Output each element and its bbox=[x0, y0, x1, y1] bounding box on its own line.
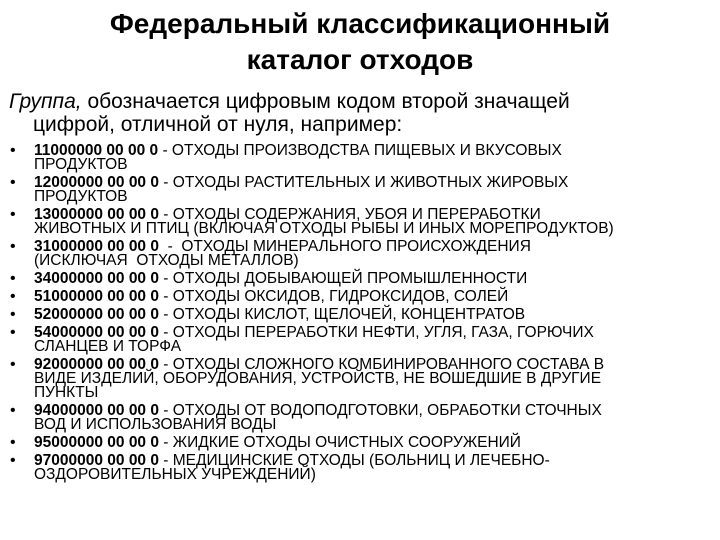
bullet-icon: • bbox=[10, 324, 16, 341]
waste-description-line: СЛАНЦЕВ И ТОРФА bbox=[34, 338, 182, 355]
list-item bbox=[0, 308, 720, 322]
bullet-icon: • bbox=[10, 270, 16, 287]
intro-paragraph bbox=[9, 90, 709, 136]
waste-description-line: ОТХОДЫ ОТ ВОДОПОДГОТОВКИ, ОБРАБОТКИ СТОЧНЫХ bbox=[172, 402, 602, 419]
waste-description-line: ПРОДУКТОВ bbox=[34, 156, 128, 173]
code-separator: - bbox=[158, 402, 173, 419]
intro-line-2: цифрой, отличной от нуля, например: bbox=[33, 113, 403, 136]
list-item bbox=[0, 404, 720, 432]
list-item-first-line bbox=[34, 436, 720, 450]
waste-group-list bbox=[0, 144, 720, 486]
code-separator: - bbox=[158, 306, 173, 323]
waste-code: 34000000 00 00 0 bbox=[34, 270, 159, 287]
code-separator: - bbox=[158, 434, 173, 451]
code-separator: - bbox=[158, 238, 182, 255]
waste-code: 31000000 00 00 0 bbox=[34, 238, 159, 255]
title-line-1: Федеральный классификационный bbox=[109, 8, 611, 39]
waste-code: 12000000 00 00 0 bbox=[34, 174, 159, 191]
waste-code: 54000000 00 00 0 bbox=[34, 324, 159, 341]
waste-code: 95000000 00 00 0 bbox=[34, 434, 159, 451]
list-item bbox=[0, 290, 720, 304]
waste-code: 51000000 00 00 0 bbox=[34, 288, 159, 305]
list-item-first-line bbox=[34, 308, 720, 322]
list-item-first-line bbox=[34, 176, 720, 190]
waste-description-line: ОТХОДЫ ОКСИДОВ, ГИДРОКСИДОВ, СОЛЕЙ bbox=[172, 288, 509, 305]
waste-code: 52000000 00 00 0 bbox=[34, 306, 159, 323]
code-separator: - bbox=[158, 174, 173, 191]
waste-description-line: ОЗДОРОВИТЕЛЬНЫХ УЧРЕЖДЕНИЙ) bbox=[34, 466, 316, 483]
waste-code: 13000000 00 00 0 bbox=[34, 206, 159, 223]
waste-description-line: ОТХОДЫ ДОБЫВАЮЩЕЙ ПРОМЫШЛЕННОСТИ bbox=[172, 270, 528, 287]
waste-description-line: ПРОДУКТОВ bbox=[34, 188, 128, 205]
bullet-icon: • bbox=[10, 174, 16, 191]
waste-description-line: (ИСКЛЮЧАЯ ОТХОДЫ МЕТАЛЛОВ) bbox=[34, 252, 299, 269]
list-item bbox=[0, 358, 720, 400]
waste-description-line: ЖИДКИЕ ОТХОДЫ ОЧИСТНЫХ СООРУЖЕНИЙ bbox=[172, 434, 521, 451]
code-separator: - bbox=[158, 324, 173, 341]
bullet-icon: • bbox=[10, 306, 16, 323]
waste-description-line: ОТХОДЫ РАСТИТЕЛЬНЫХ И ЖИВОТНЫХ ЖИРОВЫХ bbox=[172, 174, 569, 191]
list-item-first-line bbox=[34, 272, 720, 286]
waste-description-line: МЕДИЦИНСКИЕ ОТХОДЫ (БОЛЬНИЦ И ЛЕЧЕБНО- bbox=[172, 452, 550, 469]
list-item bbox=[0, 176, 720, 204]
waste-description-line: ПУНКТЫ bbox=[34, 384, 99, 401]
waste-description-line: ВОД И ИСПОЛЬЗОВАНИЯ ВОДЫ bbox=[34, 416, 277, 433]
bullet-icon: • bbox=[10, 288, 16, 305]
bullet-icon: • bbox=[10, 452, 16, 469]
code-separator: - bbox=[158, 270, 173, 287]
waste-description-line: ВИДЕ ИЗДЕЛИЙ, ОБОРУДОВАНИЯ, УСТРОЙСТВ, НЕ ВОШЕДШИЕ В ДРУГИЕ bbox=[34, 370, 602, 387]
bullet-icon: • bbox=[10, 238, 16, 255]
code-separator: - bbox=[158, 452, 173, 469]
waste-description-line: ОТХОДЫ КИСЛОТ, ЩЕЛОЧЕЙ, КОНЦЕНТРАТОВ bbox=[172, 306, 526, 323]
code-separator: - bbox=[158, 356, 173, 373]
waste-description-line: ОТХОДЫ ПРОИЗВОДСТВА ПИЩЕВЫХ И ВКУСОВЫХ bbox=[171, 142, 562, 159]
bullet-icon: • bbox=[10, 206, 16, 223]
page-title bbox=[0, 6, 720, 78]
waste-code: 92000000 00 00 0 bbox=[34, 356, 159, 373]
list-item bbox=[0, 272, 720, 286]
list-item-first-line bbox=[34, 290, 720, 304]
waste-description-line: ОТХОДЫ ПЕРЕРАБОТКИ НЕФТИ, УГЛЯ, ГАЗА, ГОРЮЧИХ bbox=[172, 324, 594, 341]
list-item bbox=[0, 326, 720, 354]
waste-code: 11000000 00 00 0 bbox=[34, 142, 159, 159]
waste-description-line: ЖИВОТНЫХ И ПТИЦ (ВКЛЮЧАЯ ОТХОДЫ РЫБЫ И ИНЫХ МОРЕПРОДУКТОВ) bbox=[34, 220, 614, 237]
bullet-icon: • bbox=[10, 434, 16, 451]
list-item bbox=[0, 454, 720, 482]
waste-description-line: ОТХОДЫ СОДЕРЖАНИЯ, УБОЯ И ПЕРЕРАБОТКИ bbox=[172, 206, 541, 223]
waste-description-line: ОТХОДЫ СЛОЖНОГО КОМБИНИРОВАННОГО СОСТАВА В bbox=[172, 356, 605, 373]
waste-description-line: ОТХОДЫ МИНЕРАЛЬНОГО ПРОИСХОЖДЕНИЯ bbox=[181, 238, 531, 255]
list-item-first-line bbox=[34, 144, 720, 158]
code-separator: - bbox=[158, 206, 173, 223]
waste-code: 94000000 00 00 0 bbox=[34, 402, 159, 419]
intro-lead: Группа, bbox=[9, 90, 82, 113]
intro-rest: обозначается цифровым кодом второй значащей bbox=[81, 90, 570, 113]
code-separator: - bbox=[158, 142, 172, 159]
bullet-icon: • bbox=[10, 402, 16, 419]
code-separator: - bbox=[158, 288, 173, 305]
list-item bbox=[0, 436, 720, 450]
list-item bbox=[0, 144, 720, 172]
waste-code: 97000000 00 00 0 bbox=[34, 452, 159, 469]
list-item bbox=[0, 208, 720, 236]
bullet-icon: • bbox=[10, 356, 16, 373]
bullet-icon: • bbox=[10, 142, 16, 159]
list-item bbox=[0, 240, 720, 268]
title-line-2: каталог отходов bbox=[246, 44, 474, 75]
